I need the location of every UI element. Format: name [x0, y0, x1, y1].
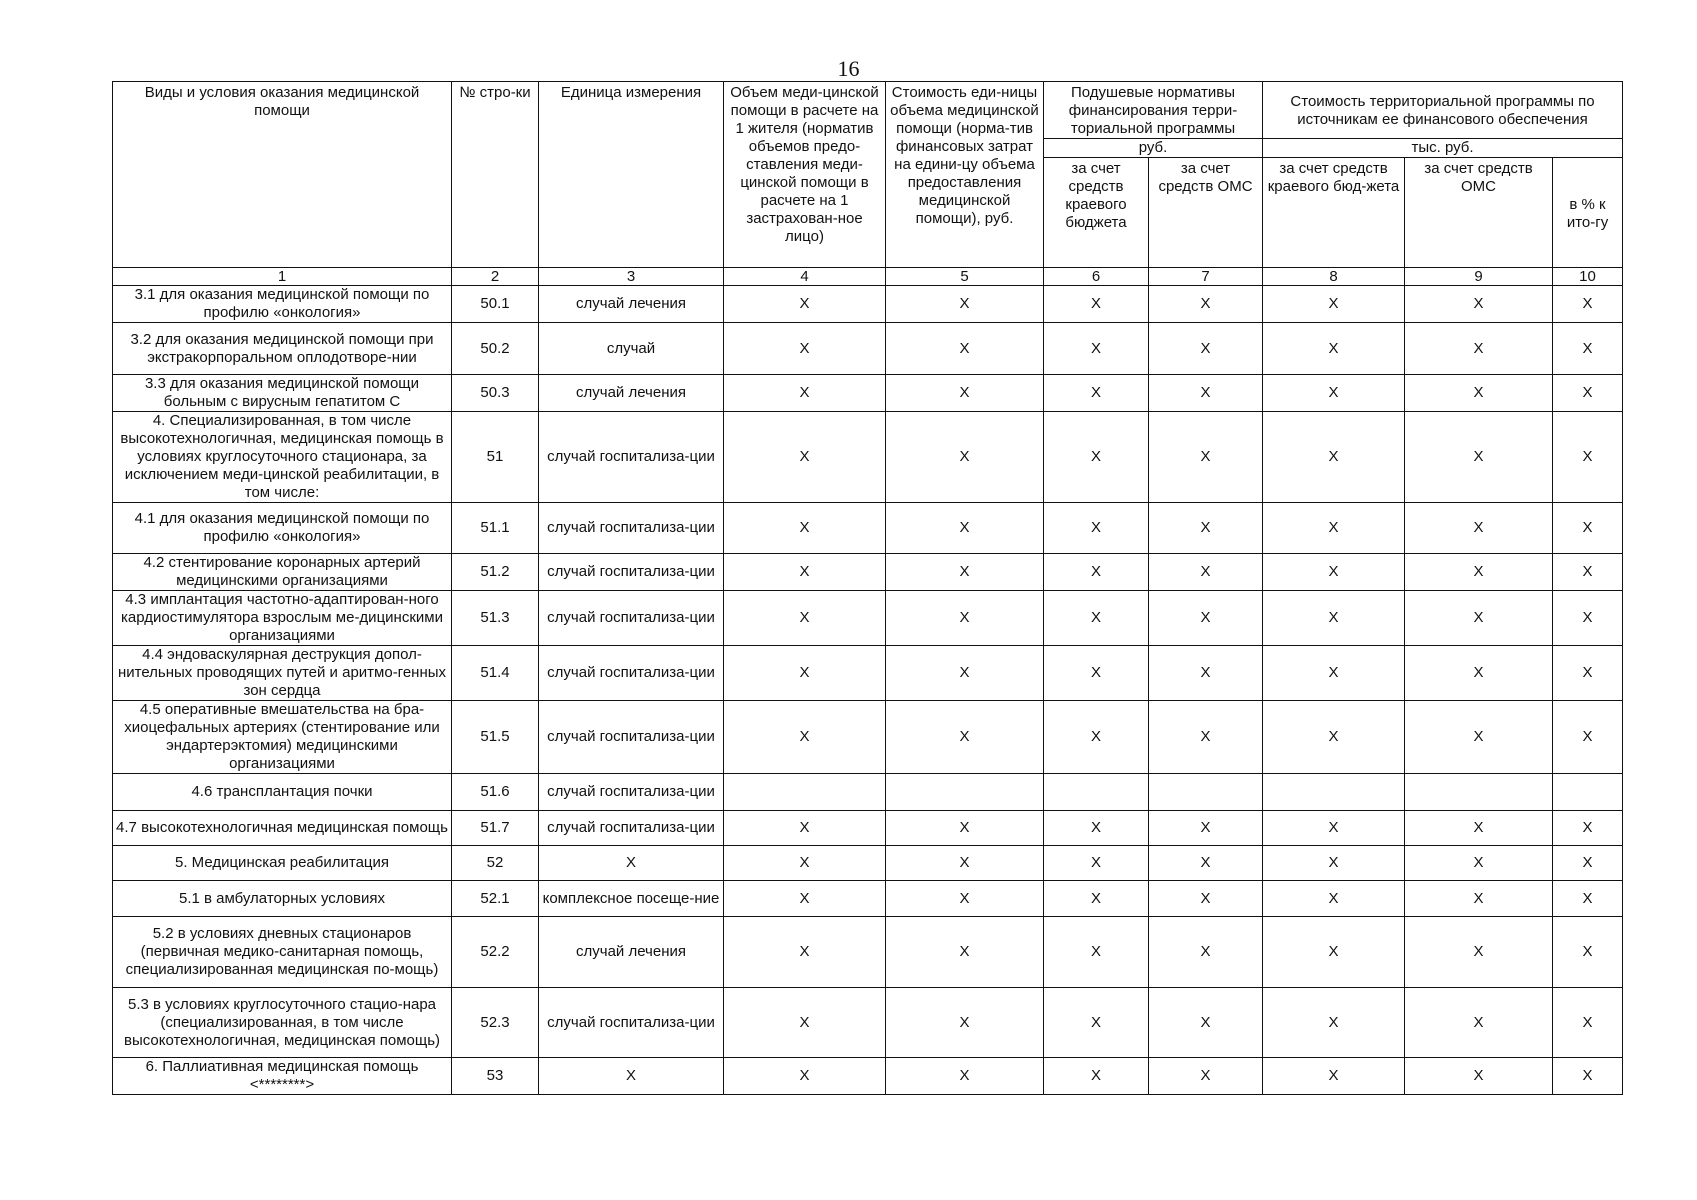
- row-line-number: 52.2: [452, 917, 539, 988]
- row-value-col-6: Х: [1044, 846, 1149, 881]
- row-value-col-5: Х: [886, 811, 1044, 846]
- row-value-col-9: Х: [1405, 846, 1553, 881]
- row-value-col-9: Х: [1405, 554, 1553, 591]
- column-number: 1: [113, 268, 452, 286]
- row-value-col-5: Х: [886, 917, 1044, 988]
- row-value-col-7: Х: [1149, 988, 1263, 1058]
- row-line-number: 51.4: [452, 646, 539, 701]
- row-value-col-9: Х: [1405, 917, 1553, 988]
- row-name: 3.1 для оказания медицинской помощи по профилю «онкология»: [113, 286, 452, 323]
- row-value-col-9: Х: [1405, 701, 1553, 774]
- row-value-col-10: Х: [1553, 503, 1623, 554]
- row-name: 4.4 эндоваскулярная деструкция допол-нительных проводящих путей и аритмо-генных зон сердца: [113, 646, 452, 701]
- row-value-col-9: Х: [1405, 375, 1553, 412]
- row-line-number: 53: [452, 1058, 539, 1095]
- table-row: [113, 554, 1623, 591]
- row-value-col-7: Х: [1149, 701, 1263, 774]
- row-value-col-8: Х: [1263, 881, 1405, 917]
- row-value-col-8: Х: [1263, 323, 1405, 375]
- row-unit: случай госпитализа-ции: [539, 591, 724, 646]
- header-col-types: Виды и условия оказания медицинской помощи: [113, 82, 452, 268]
- header-col-oms-cost: за счет средств ОМС: [1405, 158, 1553, 268]
- row-unit: случай госпитализа-ции: [539, 811, 724, 846]
- row-value-col-6: Х: [1044, 554, 1149, 591]
- header-unit-thousand-rub: тыс. руб.: [1263, 139, 1623, 158]
- header-col-volume: Объем меди-цинской помощи в расчете на 1 жителя (норматив объемов предо-ставления меди-цинской помощи в расчете на 1 застрахован-ное лицо): [724, 82, 886, 268]
- row-value-col-7: Х: [1149, 375, 1263, 412]
- table-row: [113, 917, 1623, 988]
- column-number: 10: [1553, 268, 1623, 286]
- row-line-number: 52.1: [452, 881, 539, 917]
- row-value-col-4: Х: [724, 375, 886, 412]
- row-value-col-7: Х: [1149, 591, 1263, 646]
- row-unit: случай госпитализа-ции: [539, 412, 724, 503]
- row-value-col-5: Х: [886, 881, 1044, 917]
- row-value-col-4: [724, 774, 886, 811]
- row-value-col-8: Х: [1263, 846, 1405, 881]
- header-group-per-capita: Подушевые нормативы финансирования терри-ториальной программы: [1044, 82, 1263, 139]
- row-value-col-7: Х: [1149, 503, 1263, 554]
- row-value-col-6: Х: [1044, 323, 1149, 375]
- row-value-col-9: Х: [1405, 591, 1553, 646]
- row-value-col-6: Х: [1044, 286, 1149, 323]
- row-line-number: 50.2: [452, 323, 539, 375]
- row-value-col-8: Х: [1263, 646, 1405, 701]
- row-value-col-5: Х: [886, 412, 1044, 503]
- row-value-col-8: Х: [1263, 503, 1405, 554]
- header-col-line-no: № стро-ки: [452, 82, 539, 268]
- row-line-number: 51: [452, 412, 539, 503]
- table-header: [113, 82, 1623, 286]
- row-value-col-7: Х: [1149, 554, 1263, 591]
- table-row: [113, 646, 1623, 701]
- row-value-col-4: Х: [724, 1058, 886, 1095]
- row-value-col-9: Х: [1405, 881, 1553, 917]
- row-line-number: 51.6: [452, 774, 539, 811]
- row-value-col-9: Х: [1405, 503, 1553, 554]
- row-name: 5.2 в условиях дневных стационаров (первичная медико-санитарная помощь, специализированная медицинская по-мощь): [113, 917, 452, 988]
- row-value-col-6: Х: [1044, 701, 1149, 774]
- row-value-col-4: Х: [724, 591, 886, 646]
- row-line-number: 51.5: [452, 701, 539, 774]
- row-value-col-8: Х: [1263, 917, 1405, 988]
- row-value-col-6: Х: [1044, 503, 1149, 554]
- row-value-col-5: Х: [886, 503, 1044, 554]
- row-value-col-4: Х: [724, 701, 886, 774]
- row-name: 4.5 оперативные вмешательства на бра-хиоцефальных артериях (стентирование или эндартерэктомия) медицинскими организациями: [113, 701, 452, 774]
- row-value-col-5: Х: [886, 1058, 1044, 1095]
- row-name: 4.2 стентирование коронарных артерий медицинскими организациями: [113, 554, 452, 591]
- row-value-col-10: Х: [1553, 412, 1623, 503]
- row-value-col-5: Х: [886, 286, 1044, 323]
- table-row: [113, 412, 1623, 503]
- header-col-oms: за счет средств ОМС: [1149, 158, 1263, 268]
- table-row: [113, 988, 1623, 1058]
- row-unit: случай госпитализа-ции: [539, 701, 724, 774]
- row-line-number: 52.3: [452, 988, 539, 1058]
- row-value-col-10: Х: [1553, 591, 1623, 646]
- column-number: 2: [452, 268, 539, 286]
- row-value-col-10: Х: [1553, 1058, 1623, 1095]
- row-name: 5.1 в амбулаторных условиях: [113, 881, 452, 917]
- row-value-col-5: Х: [886, 375, 1044, 412]
- header-col-unit: Единица измерения: [539, 82, 724, 268]
- header-col-regional-budget: за счет средств краевого бюджета: [1044, 158, 1149, 268]
- table-body: [113, 286, 1623, 1095]
- row-name: 4.6 трансплантация почки: [113, 774, 452, 811]
- row-value-col-7: [1149, 774, 1263, 811]
- row-value-col-8: Х: [1263, 591, 1405, 646]
- row-unit: Х: [539, 846, 724, 881]
- row-value-col-6: Х: [1044, 917, 1149, 988]
- row-value-col-7: Х: [1149, 286, 1263, 323]
- row-value-col-9: Х: [1405, 988, 1553, 1058]
- row-unit: случай госпитализа-ции: [539, 503, 724, 554]
- row-value-col-7: Х: [1149, 881, 1263, 917]
- table-row: [113, 591, 1623, 646]
- row-name: 4. Специализированная, в том числе высокотехнологичная, медицинская помощь в условиях круглосуточного стационара, за исключением меди-цинской реабилитации, в том числе:: [113, 412, 452, 503]
- row-value-col-8: Х: [1263, 412, 1405, 503]
- row-value-col-4: Х: [724, 881, 886, 917]
- row-line-number: 51.1: [452, 503, 539, 554]
- row-unit: случай лечения: [539, 917, 724, 988]
- column-number: 6: [1044, 268, 1149, 286]
- row-value-col-9: Х: [1405, 412, 1553, 503]
- row-value-col-10: Х: [1553, 881, 1623, 917]
- row-value-col-5: Х: [886, 591, 1044, 646]
- page-number: 16: [837, 56, 860, 81]
- row-value-col-10: Х: [1553, 375, 1623, 412]
- row-value-col-9: Х: [1405, 323, 1553, 375]
- row-name: 4.3 имплантация частотно-адаптирован-ного кардиостимулятора взрослым ме-дицинскими организациями: [113, 591, 452, 646]
- row-value-col-8: Х: [1263, 1058, 1405, 1095]
- row-value-col-6: Х: [1044, 811, 1149, 846]
- row-line-number: 51.2: [452, 554, 539, 591]
- row-name: 4.1 для оказания медицинской помощи по профилю «онкология»: [113, 503, 452, 554]
- row-value-col-8: Х: [1263, 554, 1405, 591]
- column-number: 5: [886, 268, 1044, 286]
- row-value-col-5: Х: [886, 701, 1044, 774]
- row-value-col-10: Х: [1553, 554, 1623, 591]
- row-value-col-10: Х: [1553, 811, 1623, 846]
- row-value-col-4: Х: [724, 917, 886, 988]
- row-name: 6. Паллиативная медицинская помощь <********>: [113, 1058, 452, 1095]
- row-value-col-6: Х: [1044, 412, 1149, 503]
- header-unit-rub: руб.: [1044, 139, 1263, 158]
- row-name: 3.3 для оказания медицинской помощи больным с вирусным гепатитом С: [113, 375, 452, 412]
- table-row: [113, 323, 1623, 375]
- row-unit: случай госпитализа-ции: [539, 774, 724, 811]
- row-line-number: 51.3: [452, 591, 539, 646]
- row-value-col-8: Х: [1263, 286, 1405, 323]
- row-unit: случай лечения: [539, 286, 724, 323]
- row-line-number: 51.7: [452, 811, 539, 846]
- row-name: 4.7 высокотехнологичная медицинская помощь: [113, 811, 452, 846]
- row-name: 3.2 для оказания медицинской помощи при экстракорпоральном оплодотворе-нии: [113, 323, 452, 375]
- row-value-col-7: Х: [1149, 646, 1263, 701]
- table-row: [113, 846, 1623, 881]
- row-value-col-6: Х: [1044, 881, 1149, 917]
- row-value-col-6: Х: [1044, 988, 1149, 1058]
- table-row: [113, 375, 1623, 412]
- row-value-col-9: Х: [1405, 811, 1553, 846]
- row-value-col-4: Х: [724, 503, 886, 554]
- row-value-col-4: Х: [724, 412, 886, 503]
- column-number-row: [113, 268, 1623, 286]
- row-value-col-6: Х: [1044, 1058, 1149, 1095]
- financing-table: [112, 81, 1623, 1095]
- column-number: 8: [1263, 268, 1405, 286]
- row-value-col-9: [1405, 774, 1553, 811]
- row-value-col-10: [1553, 774, 1623, 811]
- row-value-col-10: Х: [1553, 323, 1623, 375]
- row-value-col-7: Х: [1149, 811, 1263, 846]
- row-value-col-6: Х: [1044, 591, 1149, 646]
- row-unit: случай госпитализа-ции: [539, 554, 724, 591]
- table-row: [113, 1058, 1623, 1095]
- row-value-col-10: Х: [1553, 701, 1623, 774]
- row-value-col-7: Х: [1149, 412, 1263, 503]
- row-value-col-4: Х: [724, 286, 886, 323]
- row-value-col-6: Х: [1044, 375, 1149, 412]
- row-value-col-7: Х: [1149, 1058, 1263, 1095]
- row-value-col-8: Х: [1263, 375, 1405, 412]
- row-value-col-8: Х: [1263, 701, 1405, 774]
- column-number: 4: [724, 268, 886, 286]
- row-unit: случай: [539, 323, 724, 375]
- row-value-col-5: [886, 774, 1044, 811]
- row-name: 5.3 в условиях круглосуточного стацио-нара (специализированная, в том числе высокотехнологичная, медицинская помощь): [113, 988, 452, 1058]
- row-value-col-8: Х: [1263, 811, 1405, 846]
- header-col-regional-budget-cost: за счет средств краевого бюд-жета: [1263, 158, 1405, 268]
- row-unit: случай госпитализа-ции: [539, 646, 724, 701]
- row-value-col-10: Х: [1553, 646, 1623, 701]
- row-value-col-9: Х: [1405, 286, 1553, 323]
- row-unit: случай лечения: [539, 375, 724, 412]
- row-value-col-10: Х: [1553, 917, 1623, 988]
- row-line-number: 50.1: [452, 286, 539, 323]
- row-line-number: 52: [452, 846, 539, 881]
- row-unit: комплексное посеще-ние: [539, 881, 724, 917]
- row-value-col-4: Х: [724, 646, 886, 701]
- row-value-col-8: [1263, 774, 1405, 811]
- row-value-col-8: Х: [1263, 988, 1405, 1058]
- table-row: [113, 881, 1623, 917]
- row-value-col-7: Х: [1149, 846, 1263, 881]
- header-group-program-cost: Стоимость территориальной программы по источникам ее финансового обеспечения: [1263, 82, 1623, 139]
- table-row: [113, 286, 1623, 323]
- row-value-col-5: Х: [886, 554, 1044, 591]
- row-unit: случай госпитализа-ции: [539, 988, 724, 1058]
- row-value-col-10: Х: [1553, 286, 1623, 323]
- row-value-col-7: Х: [1149, 917, 1263, 988]
- table-row: [113, 701, 1623, 774]
- row-value-col-4: Х: [724, 811, 886, 846]
- table-row: [113, 811, 1623, 846]
- row-value-col-4: Х: [724, 988, 886, 1058]
- row-value-col-4: Х: [724, 554, 886, 591]
- row-value-col-7: Х: [1149, 323, 1263, 375]
- table-row: [113, 774, 1623, 811]
- column-number: 3: [539, 268, 724, 286]
- column-number: 9: [1405, 268, 1553, 286]
- row-value-col-5: Х: [886, 988, 1044, 1058]
- row-value-col-5: Х: [886, 323, 1044, 375]
- row-value-col-4: Х: [724, 846, 886, 881]
- column-number: 7: [1149, 268, 1263, 286]
- row-value-col-9: Х: [1405, 1058, 1553, 1095]
- header-col-unit-cost: Стоимость еди-ницы объема медицинской помощи (норма-тив финансовых затрат на едини-цу объема предоставления медицинской помощи), руб.: [886, 82, 1044, 268]
- row-value-col-10: Х: [1553, 846, 1623, 881]
- row-value-col-10: Х: [1553, 988, 1623, 1058]
- row-value-col-6: Х: [1044, 646, 1149, 701]
- row-value-col-6: [1044, 774, 1149, 811]
- row-name: 5. Медицинская реабилитация: [113, 846, 452, 881]
- row-value-col-4: Х: [724, 323, 886, 375]
- row-unit: Х: [539, 1058, 724, 1095]
- row-value-col-9: Х: [1405, 646, 1553, 701]
- header-col-percent: в % к ито-гу: [1553, 158, 1623, 268]
- row-value-col-5: Х: [886, 646, 1044, 701]
- row-value-col-5: Х: [886, 846, 1044, 881]
- row-line-number: 50.3: [452, 375, 539, 412]
- table-row: [113, 503, 1623, 554]
